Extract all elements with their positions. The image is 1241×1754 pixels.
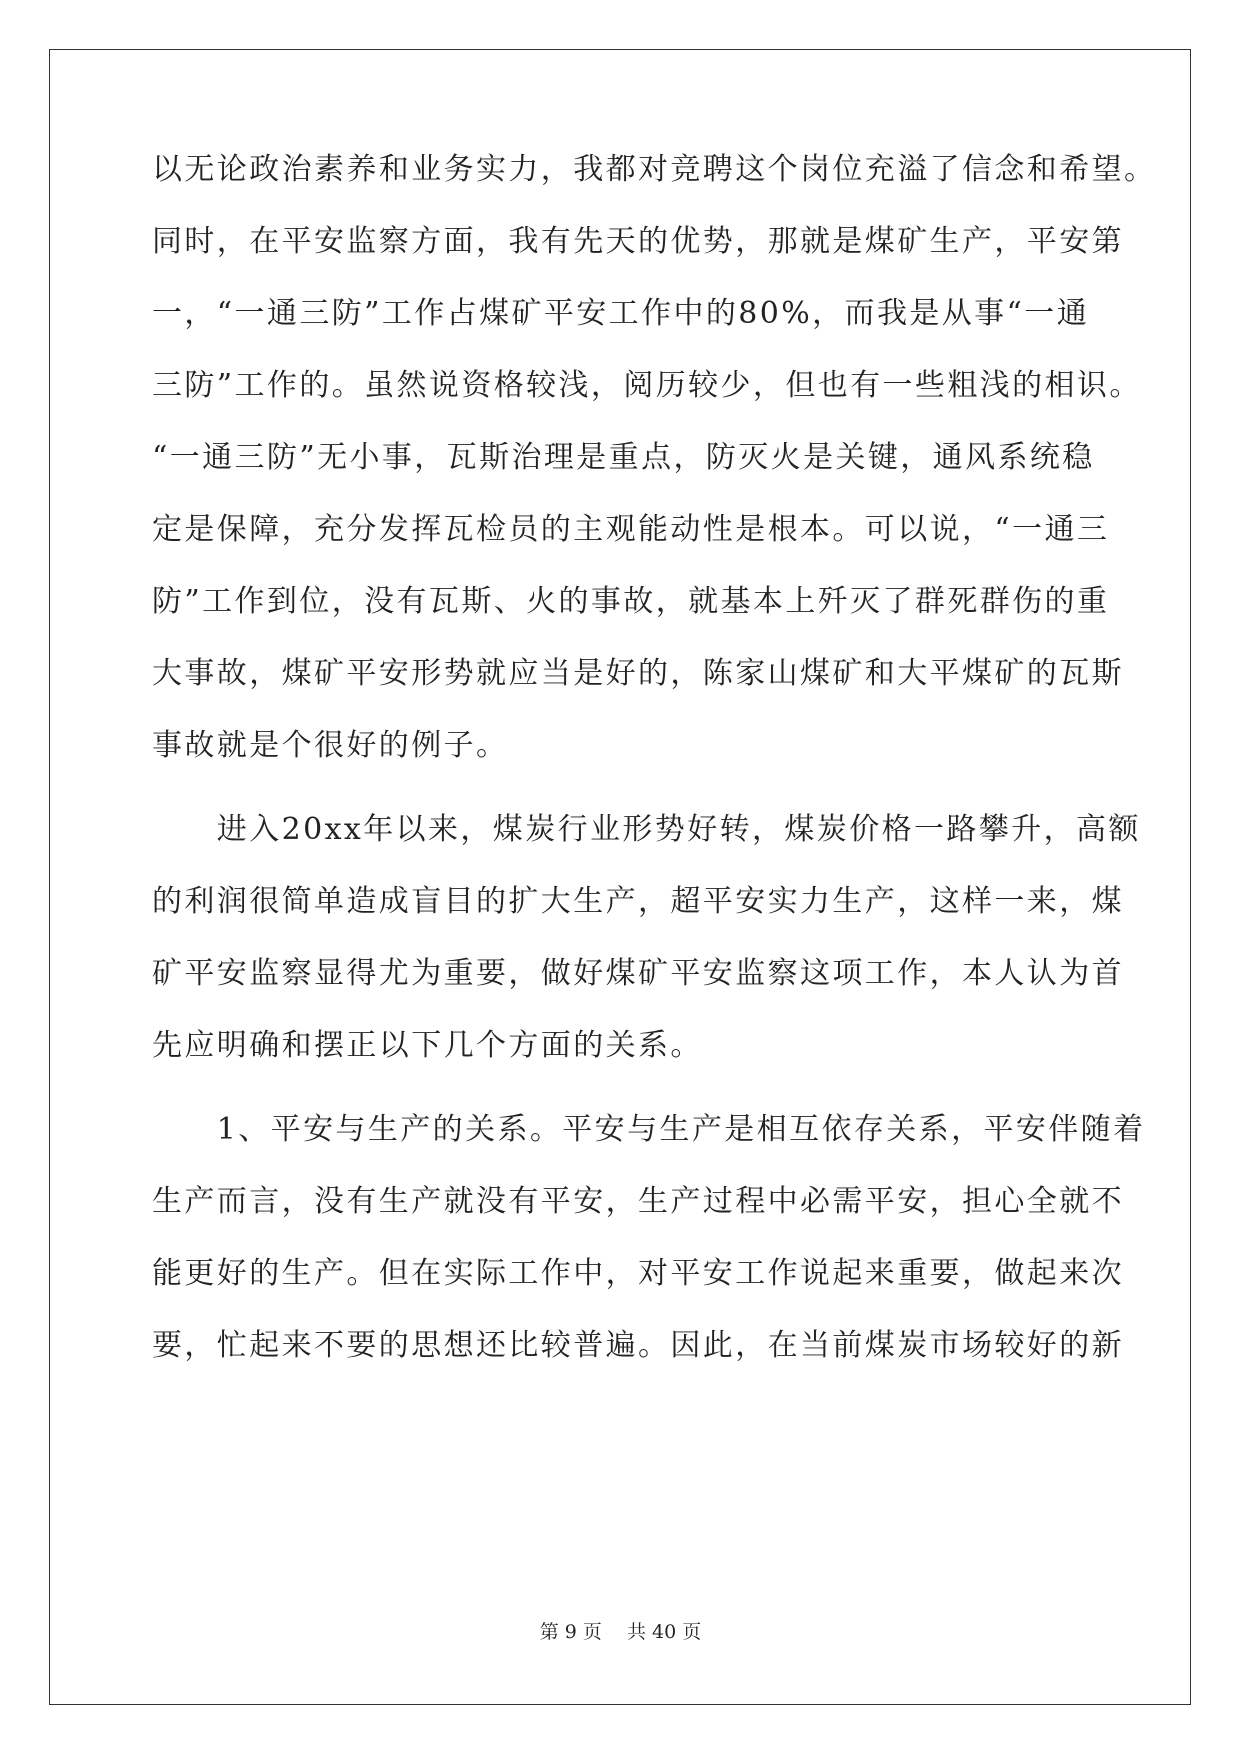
text-line: 要，忙起来不要的思想还比较普遍。因此，在当前煤炭市场较好的新 xyxy=(152,1328,1124,1363)
text-line: 一，“一通三防”工作占煤矿平安工作中的80%，而我是从事“一通 xyxy=(152,296,1090,331)
text-line: 三防”工作的。虽然说资格较浅，阅历较少，但也有一些粗浅的相识。 xyxy=(152,368,1142,403)
text-line: 事故就是个很好的例子。 xyxy=(152,728,509,763)
text-line: 大事故，煤矿平安形势就应当是好的，陈家山煤矿和大平煤矿的瓦斯 xyxy=(152,656,1124,691)
text-line: 防”工作到位，没有瓦斯、火的事故，就基本上歼灭了群死群伤的重 xyxy=(152,584,1110,619)
text-line: “一通三防”无小事，瓦斯治理是重点，防灭火是关键，通风系统稳 xyxy=(152,440,1095,475)
text-line: 的利润很简单造成盲目的扩大生产，超平安实力生产，这样一来，煤 xyxy=(152,884,1124,919)
page-number-footer: 第 9 页 共 40 页 xyxy=(539,1621,702,1643)
text-line: 以无论政治素养和业务实力，我都对竞聘这个岗位充溢了信念和希望。 xyxy=(152,152,1157,187)
text-line: 生产而言，没有生产就没有平安，生产过程中必需平安，担心全就不 xyxy=(152,1184,1124,1219)
text-line: 1、平安与生产的关系。平安与生产是相互依存关系，平安伴随着 xyxy=(152,1112,1146,1147)
text-line: 矿平安监察显得尤为重要，做好煤矿平安监察这项工作，本人认为首 xyxy=(152,956,1124,991)
text-line: 先应明确和摆正以下几个方面的关系。 xyxy=(152,1028,703,1063)
text-line: 进入20xx年以来，煤炭行业形势好转，煤炭价格一路攀升，高额 xyxy=(152,812,1141,847)
text-line: 同时，在平安监察方面，我有先天的优势，那就是煤矿生产，平安第 xyxy=(152,224,1124,259)
text-line: 定是保障，充分发挥瓦检员的主观能动性是根本。可以说，“一通三 xyxy=(152,512,1110,547)
text-line: 能更好的生产。但在实际工作中，对平安工作说起来重要，做起来次 xyxy=(152,1256,1124,1291)
